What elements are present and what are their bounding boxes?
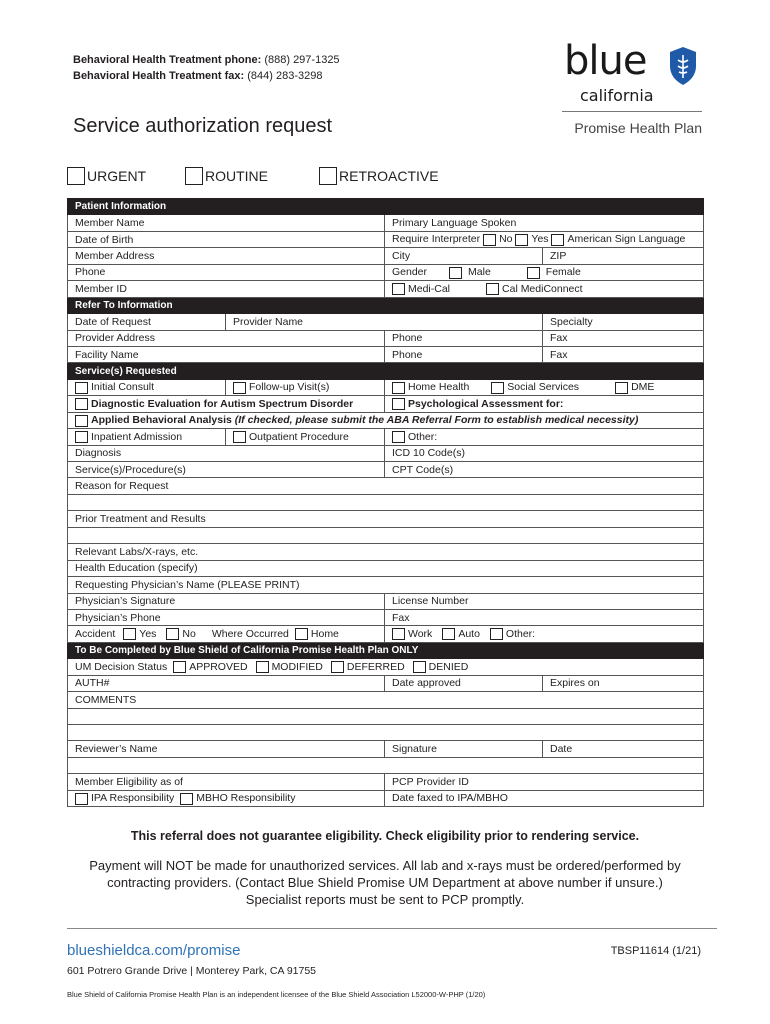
logo-sub: california xyxy=(580,86,654,105)
home-health-checkbox[interactable] xyxy=(392,382,405,394)
interpreter-no-checkbox[interactable] xyxy=(483,234,496,246)
aba-label: Applied Behavioral Analysis xyxy=(91,414,232,427)
home-social-dme-row xyxy=(385,379,704,395)
urgent-checkbox[interactable] xyxy=(67,167,85,185)
provider-fax-field[interactable]: Fax xyxy=(543,330,704,346)
zip-field[interactable]: ZIP xyxy=(543,248,704,264)
gender-label: Gender xyxy=(392,266,428,279)
aba-option[interactable] xyxy=(68,412,704,428)
section-patient-info: Patient Information xyxy=(68,199,704,215)
outpatient-checkbox[interactable] xyxy=(233,431,246,443)
coverage-row xyxy=(385,281,704,297)
mbho-responsibility-label: MBHO Responsibility xyxy=(196,792,296,805)
facility-fax-field[interactable]: Fax xyxy=(543,346,704,362)
denied-checkbox[interactable] xyxy=(413,661,426,673)
cal-mediconnect-checkbox[interactable] xyxy=(486,283,499,295)
outpatient-label: Outpatient Procedure xyxy=(249,430,349,443)
section-services: Service(s) Requested xyxy=(68,363,704,379)
work-checkbox[interactable] xyxy=(392,628,405,640)
retroactive-checkbox[interactable] xyxy=(319,167,337,185)
reviewer-name-field[interactable]: Reviewer’s Name xyxy=(68,741,385,757)
work-label: Work xyxy=(408,627,433,640)
reason-field[interactable]: Reason for Request xyxy=(68,478,704,494)
relevant-labs-field[interactable]: Relevant Labs/X-rays, etc. xyxy=(68,544,704,560)
comments-line-3[interactable] xyxy=(68,725,704,741)
approved-label: APPROVED xyxy=(189,660,248,673)
responsibility-row xyxy=(68,790,385,806)
physician-fax-field[interactable]: Fax xyxy=(385,609,704,625)
interpreter-no-label: No xyxy=(499,233,513,246)
primary-language-field[interactable]: Primary Language Spoken xyxy=(385,215,704,231)
followup-checkbox[interactable] xyxy=(233,382,246,394)
aba-checkbox[interactable] xyxy=(75,415,88,427)
prior-treatment-field[interactable]: Prior Treatment and Results xyxy=(68,511,704,527)
cal-mediconnect-label: Cal MediConnect xyxy=(502,282,583,295)
gender-row xyxy=(385,264,704,280)
accident-location-row xyxy=(385,626,704,642)
initial-consult-checkbox[interactable] xyxy=(75,382,88,394)
provider-name-field[interactable]: Provider Name xyxy=(226,314,543,330)
followup-option[interactable] xyxy=(226,379,385,395)
require-interpreter-label: Require Interpreter xyxy=(392,233,481,246)
followup-label: Follow-up Visit(s) xyxy=(249,381,330,394)
shield-icon xyxy=(667,46,699,86)
asl-label: American Sign Language xyxy=(567,233,686,246)
fax-label: Behavioral Health Treatment fax: xyxy=(73,70,245,82)
dme-checkbox[interactable] xyxy=(615,382,628,394)
modified-checkbox[interactable] xyxy=(256,661,269,673)
payment-line-3: Specialist reports must be sent to PCP promptly. xyxy=(245,892,525,907)
social-services-checkbox[interactable] xyxy=(491,382,504,394)
home-health-label: Home Health xyxy=(408,381,470,394)
logo-word: blue xyxy=(564,38,647,84)
female-checkbox[interactable] xyxy=(527,267,540,279)
cpt-field[interactable]: CPT Code(s) xyxy=(385,462,704,478)
payment-line-1: Payment will NOT be made for unauthorized services. All lab and x-rays must be ordered/performed by xyxy=(89,858,681,873)
member-name-field[interactable]: Member Name xyxy=(68,215,385,231)
reviewer-signature-field[interactable]: Signature xyxy=(385,741,543,757)
female-label: Female xyxy=(545,266,581,279)
other-service-checkbox[interactable] xyxy=(392,431,405,443)
interpreter-yes-label: Yes xyxy=(531,233,549,246)
approved-checkbox[interactable] xyxy=(173,661,186,673)
mbho-responsibility-checkbox[interactable] xyxy=(180,793,193,805)
authorization-form-table xyxy=(67,198,704,807)
accident-yes-label: Yes xyxy=(139,627,157,640)
denied-label: DENIED xyxy=(428,660,469,673)
physician-signature-field[interactable]: Physician’s Signature xyxy=(68,593,385,609)
accident-yes-checkbox[interactable] xyxy=(123,628,136,640)
physician-phone-field[interactable]: Physician’s Phone xyxy=(68,609,385,625)
routine-label: ROUTINE xyxy=(205,168,268,184)
aba-note: (If checked, please submit the ABA Referral Form to establish medical necessity) xyxy=(234,414,639,427)
diagnostic-eval-option[interactable] xyxy=(68,396,385,412)
date-faxed-field[interactable]: Date faxed to IPA/MBHO xyxy=(385,790,704,806)
spacer-line xyxy=(68,757,704,773)
deferred-checkbox[interactable] xyxy=(331,661,344,673)
eligibility-disclaimer: This referral does not guarantee eligibility. Check eligibility prior to rendering service. xyxy=(130,829,640,843)
medi-cal-checkbox[interactable] xyxy=(392,283,405,295)
requesting-physician-field[interactable]: Requesting Physician’s Name (PLEASE PRINT) xyxy=(68,577,704,593)
mailing-address: 601 Potrero Grande Drive | Monterey Park, CA 91755 xyxy=(67,965,317,977)
ipa-responsibility-label: IPA Responsibility xyxy=(91,792,175,805)
routine-checkbox[interactable] xyxy=(185,167,203,185)
urgent-option[interactable] xyxy=(67,167,146,185)
retroactive-label: RETROACTIVE xyxy=(339,168,439,184)
payment-notice xyxy=(60,857,710,908)
accident-label: Accident xyxy=(75,627,116,640)
service-procedure-field[interactable]: Service(s)/Procedure(s) xyxy=(68,462,385,478)
deferred-label: DEFERRED xyxy=(346,660,405,673)
phone-field[interactable]: Phone xyxy=(68,264,385,280)
accident-row xyxy=(68,626,385,642)
prior-treatment-field-line2[interactable] xyxy=(68,527,704,543)
male-checkbox[interactable] xyxy=(449,267,462,279)
retroactive-option[interactable] xyxy=(319,167,439,185)
provider-address-field[interactable]: Provider Address xyxy=(68,330,385,346)
phone-label: Behavioral Health Treatment phone: xyxy=(73,54,262,66)
require-interpreter-row xyxy=(385,231,704,247)
section-internal-use: To Be Completed by Blue Shield of California Promise Health Plan ONLY xyxy=(68,642,704,658)
modified-label: MODIFIED xyxy=(271,660,323,673)
facility-phone-field[interactable]: Phone xyxy=(385,346,543,362)
plan-name: Promise Health Plan xyxy=(574,120,702,136)
dob-field[interactable]: Date of Birth xyxy=(68,231,385,247)
social-services-label: Social Services xyxy=(507,381,580,394)
inpatient-checkbox[interactable] xyxy=(75,431,88,443)
asl-checkbox[interactable] xyxy=(551,234,564,246)
psych-assessment-label: Psychological Assessment for: xyxy=(408,397,564,410)
icd10-field[interactable]: ICD 10 Code(s) xyxy=(385,445,704,461)
member-eligibility-field[interactable]: Member Eligibility as of xyxy=(68,774,385,790)
initial-consult-label: Initial Consult xyxy=(91,381,155,394)
where-occurred-label: Where Occurred xyxy=(211,627,289,640)
ipa-responsibility-checkbox[interactable] xyxy=(75,793,88,805)
legal-notice: Blue Shield of California Promise Health Plan is an independent licensee of the Blue Shield Association L52000-W-PHP (1/20) xyxy=(67,990,486,999)
psych-assessment-option[interactable] xyxy=(385,396,704,412)
fax-value: (844) 283-3298 xyxy=(247,70,323,82)
diagnostic-eval-checkbox[interactable] xyxy=(75,398,88,410)
diagnosis-field[interactable]: Diagnosis xyxy=(68,445,385,461)
dme-label: DME xyxy=(631,381,655,394)
health-education-field[interactable]: Health Education (specify) xyxy=(68,560,704,576)
facility-name-field[interactable]: Facility Name xyxy=(68,346,385,362)
date-approved-field[interactable]: Date approved xyxy=(385,675,543,691)
other-service-label: Other: xyxy=(408,430,438,443)
accident-no-checkbox[interactable] xyxy=(166,628,179,640)
inpatient-label: Inpatient Admission xyxy=(91,430,183,443)
review-date-field[interactable]: Date xyxy=(543,741,704,757)
section-refer-info: Refer To Information xyxy=(68,297,704,313)
interpreter-yes-checkbox[interactable] xyxy=(515,234,528,246)
routine-option[interactable] xyxy=(185,167,268,185)
phone-value: (888) 297-1325 xyxy=(264,54,340,66)
other-location-checkbox[interactable] xyxy=(490,628,503,640)
member-address-field[interactable]: Member Address xyxy=(68,248,385,264)
footer-divider xyxy=(67,928,717,929)
um-status-label: UM Decision Status xyxy=(75,660,168,673)
comments-field[interactable]: COMMENTS xyxy=(68,692,704,708)
auto-label: Auto xyxy=(458,627,480,640)
medi-cal-label: Medi-Cal xyxy=(408,282,451,295)
date-of-request-field[interactable]: Date of Request xyxy=(68,314,226,330)
accident-no-label: No xyxy=(182,627,196,640)
website-link[interactable]: blueshieldca.com/promise xyxy=(67,942,241,959)
page-title: Service authorization request xyxy=(73,115,333,137)
contact-header xyxy=(73,52,340,84)
pcp-provider-id-field[interactable]: PCP Provider ID xyxy=(385,774,704,790)
psych-assessment-checkbox[interactable] xyxy=(392,398,405,410)
provider-phone-field[interactable]: Phone xyxy=(385,330,543,346)
male-label: Male xyxy=(468,266,491,279)
city-field[interactable]: City xyxy=(385,248,543,264)
auto-checkbox[interactable] xyxy=(442,628,455,640)
blue-california-logo xyxy=(560,38,702,114)
um-status-row xyxy=(68,659,704,675)
license-number-field[interactable]: License Number xyxy=(385,593,704,609)
inpatient-option[interactable] xyxy=(68,429,226,445)
comments-line-2[interactable] xyxy=(68,708,704,724)
form-code: TBSP11614 (1/21) xyxy=(610,945,701,957)
expires-on-field[interactable]: Expires on xyxy=(543,675,704,691)
home-checkbox[interactable] xyxy=(295,628,308,640)
logo-divider xyxy=(562,111,702,112)
outpatient-option[interactable] xyxy=(226,429,385,445)
urgent-label: URGENT xyxy=(87,168,147,184)
other-location-label: Other: xyxy=(505,627,536,640)
member-id-field[interactable]: Member ID xyxy=(68,281,385,297)
payment-line-2: contracting providers. (Contact Blue Shield Promise UM Department at above number if unsure.) xyxy=(107,875,663,890)
home-label: Home xyxy=(310,627,339,640)
other-service-option[interactable] xyxy=(385,429,704,445)
reason-field-line2[interactable] xyxy=(68,494,704,510)
auth-number-field[interactable]: AUTH# xyxy=(68,675,385,691)
initial-consult-option[interactable] xyxy=(68,379,226,395)
diagnostic-eval-label: Diagnostic Evaluation for Autism Spectrum Disorder xyxy=(91,397,354,410)
specialty-field[interactable]: Specialty xyxy=(543,314,704,330)
